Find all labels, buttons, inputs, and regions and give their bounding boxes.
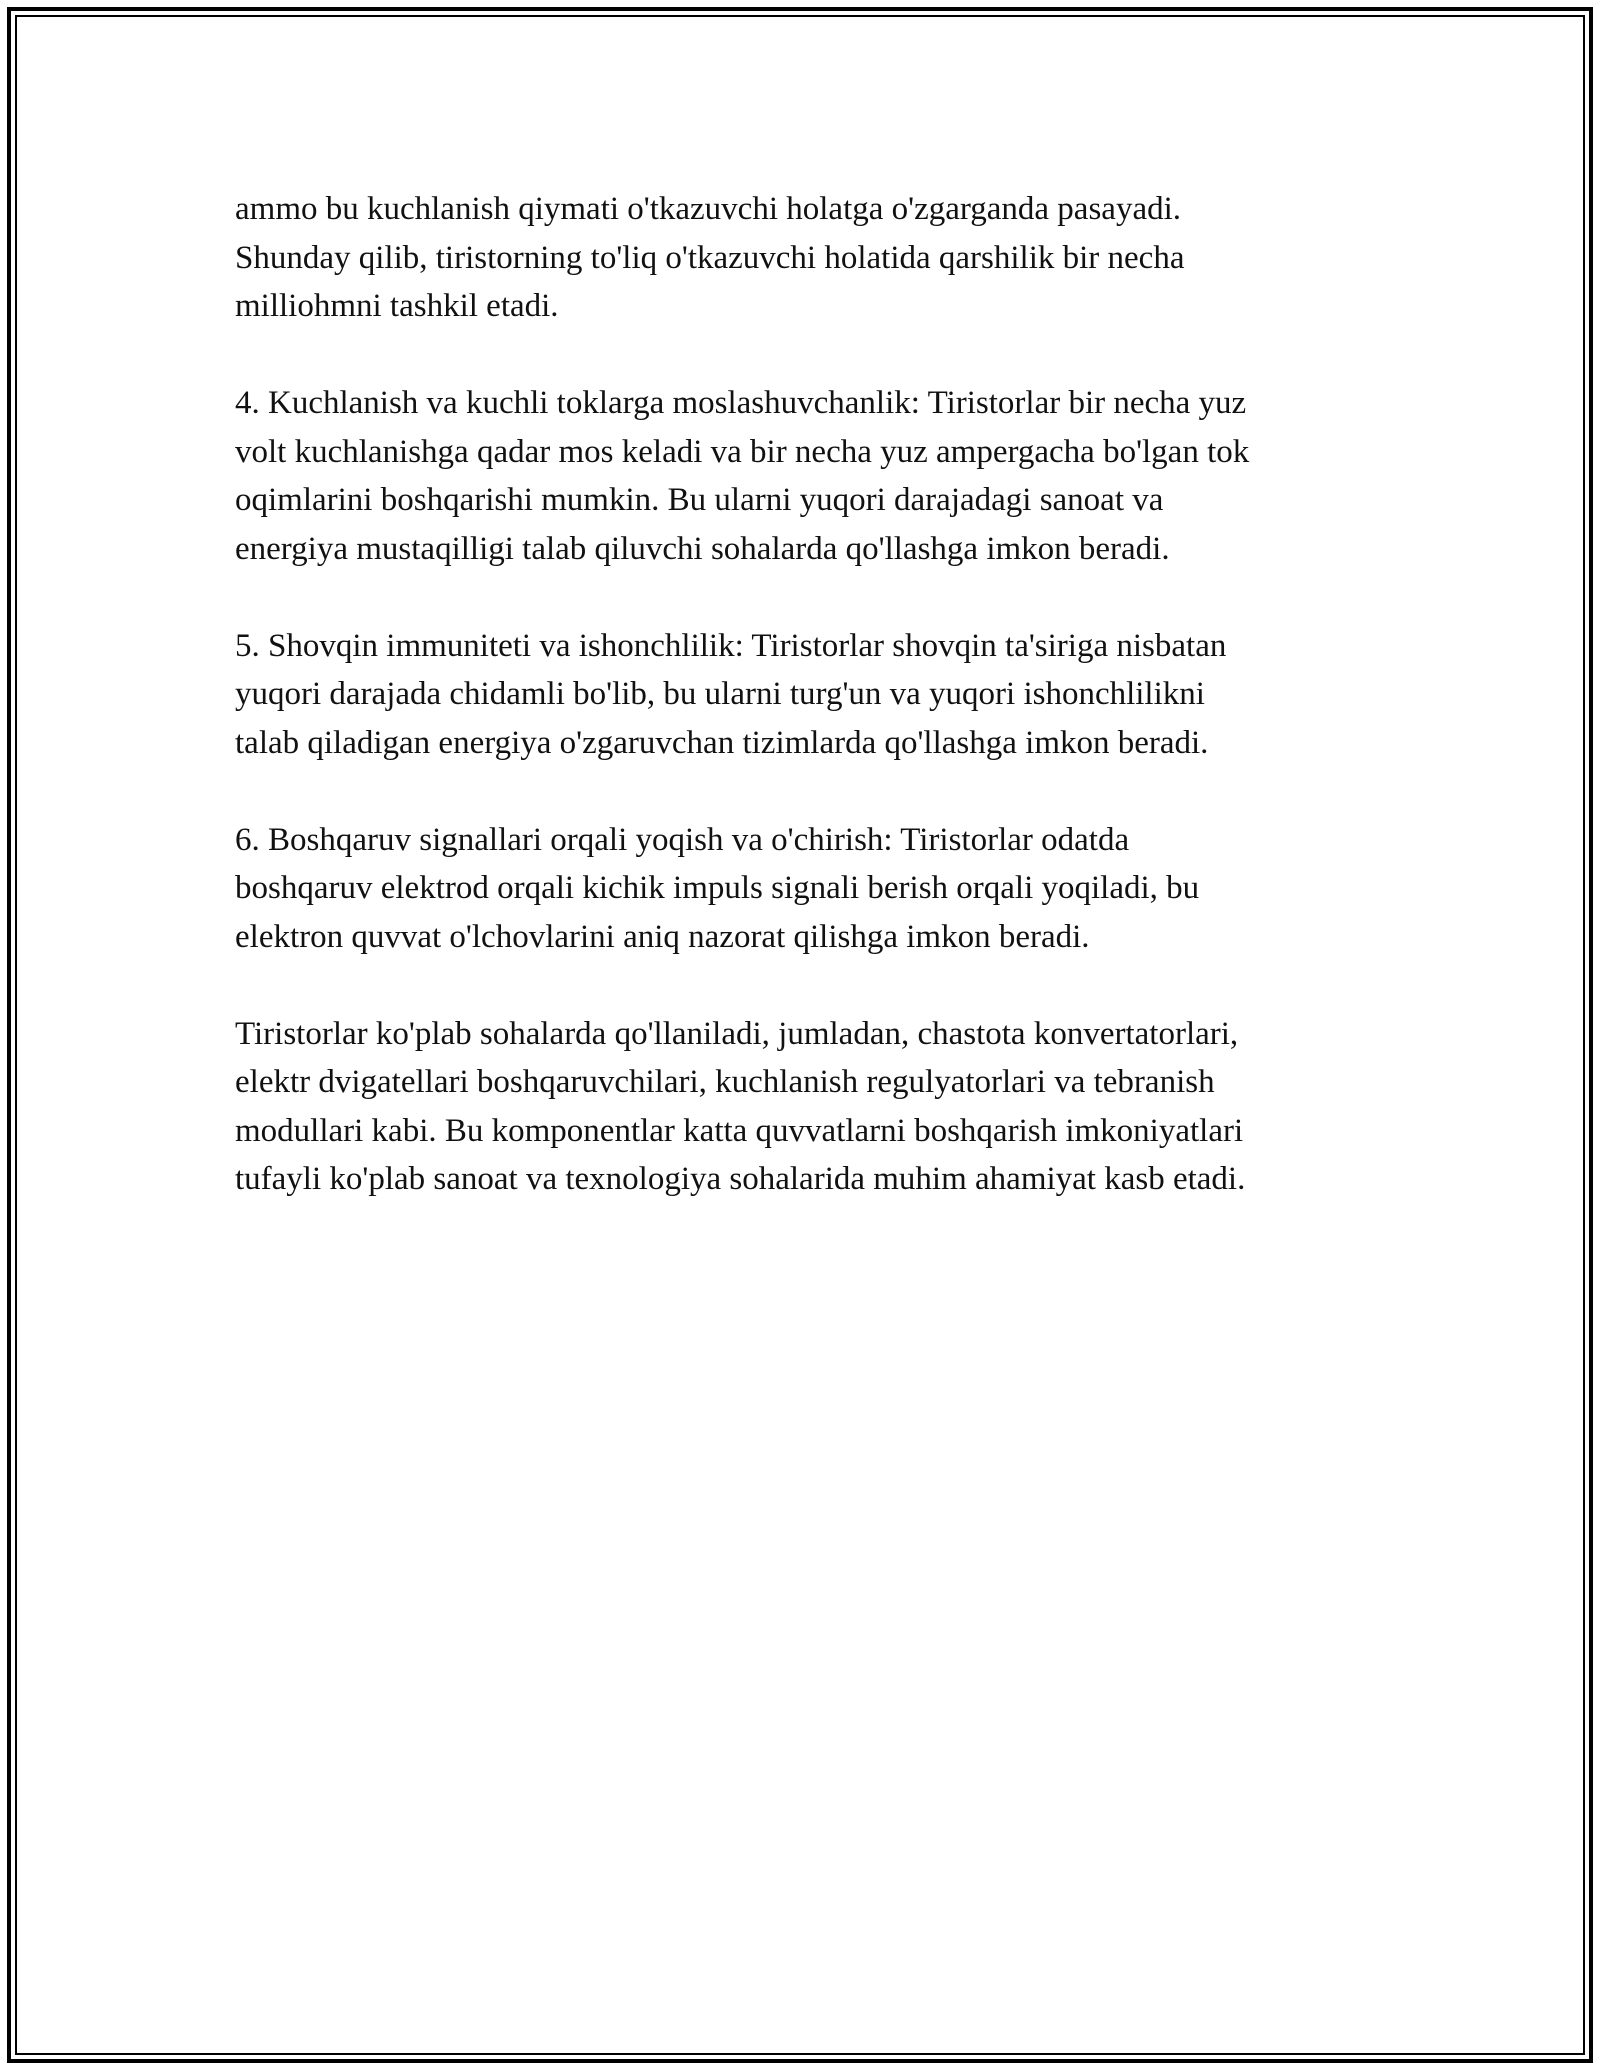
paragraph-item-6: 6. Boshqaruv signallari orqali yoqish va o'chirish: Tiristorlar odatda boshqaruv elektrod orqali kichik impuls signali berish orqali yoqiladi, bu elektron quvvat o'lchovlarini aniq nazorat qilishga imkon beradi.	[235, 821, 1200, 955]
paragraph-continuation: ammo bu kuchlanish qiymati o'tkazuvchi holatga o'zgarganda pasayadi. Shunday qilib, tiristorning to'liq o'tkazuvchi holatida qarshilik bir necha milliohmni tashkil etadi.	[235, 191, 1185, 324]
paragraph-conclusion: Tiristorlar ko'plab sohalarda qo'llaniladi, jumladan, chastota konvertatorlari, elektr dvigatellari boshqaruvchilari, kuchlanish regulyatorlari va tebranish modullari kabi. Bu komponentlar katta quvvatlarni boshqarish imkoniyatlari tufayli ko'plab sanoat va texnologiya sohalarida muhim ahamiyat kasb etadi.	[235, 1015, 1246, 1197]
document-body	[235, 185, 1385, 1252]
paragraph-item-5: 5. Shovqin immuniteti va ishonchlilik: Tiristorlar shovqin ta'siriga nisbatan yuqori darajada chidamli bo'lib, bu ularni turg'un va yuqori ishonchlilikni talab qiladigan energiya o'zgaruvchan tizimlarda qo'llashga imkon beradi.	[235, 627, 1227, 761]
paragraph-item-4: 4. Kuchlanish va kuchli toklarga moslashuvchanlik: Tiristorlar bir necha yuz volt kuchlanishga qadar mos keladi va bir necha yuz ampergacha bo'lgan tok oqimlarini boshqarishi mumkin. Bu ularni yuqori darajadagi sanoat va energiya mustaqilligi talab qiluvchi sohalarda qo'llashga imkon beradi.	[235, 385, 1250, 567]
